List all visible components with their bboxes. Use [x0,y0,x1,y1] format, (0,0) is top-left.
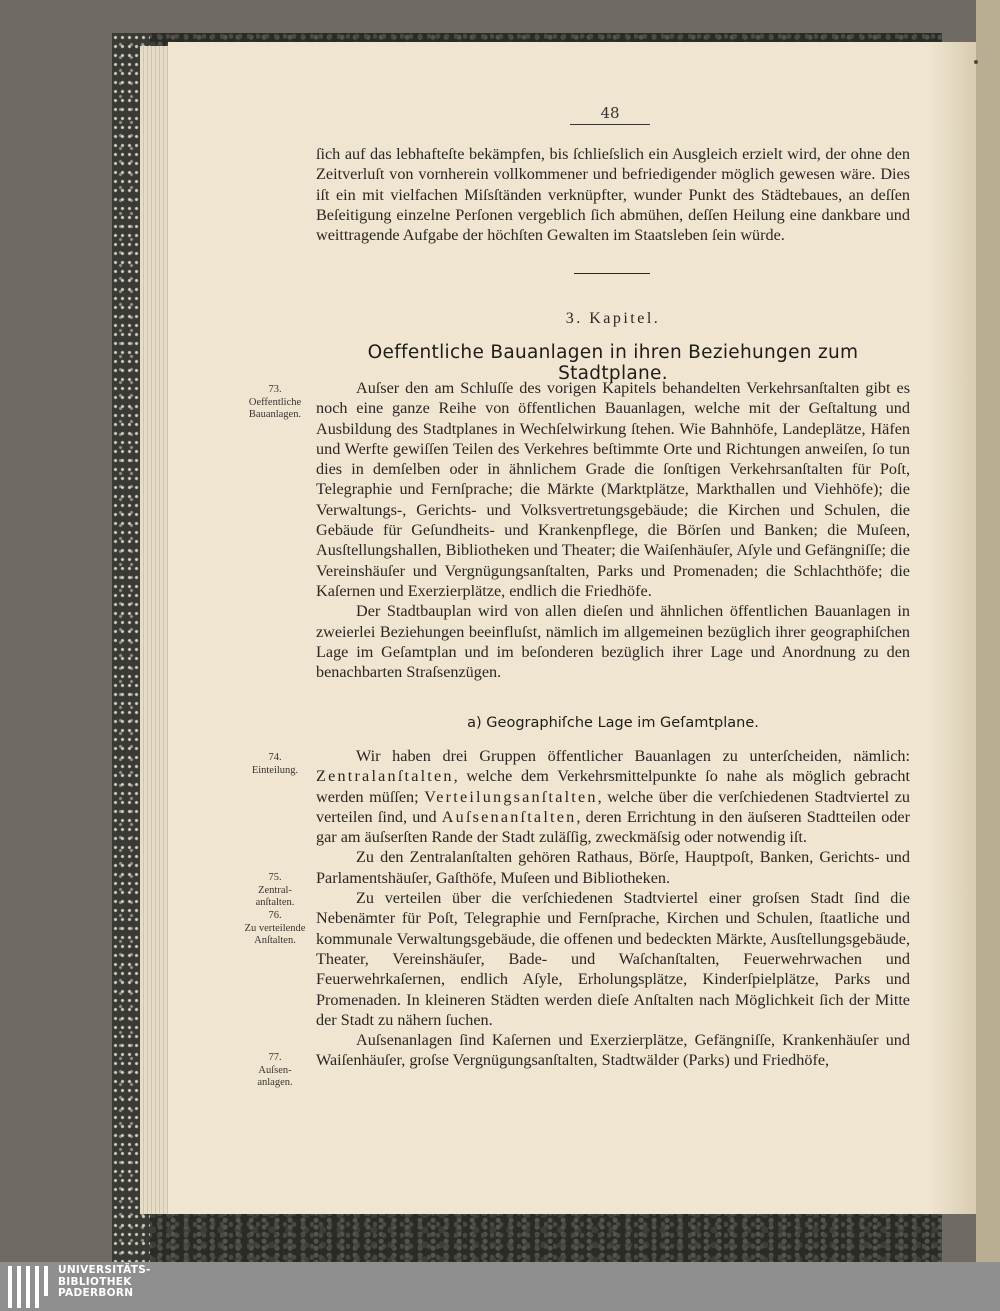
page-stack-edges [140,46,170,1214]
page-number: 48 [600,104,620,122]
library-logo-icon [8,1266,48,1308]
paragraph-74-text-1: Wir haben drei Gruppen öffentlicher Bauanlagen zu unterſcheiden, nämlich: [356,747,910,765]
library-name-line-1: UNIVERSITÄTS- [58,1264,151,1276]
margin-note-77 [236,1052,314,1090]
margin-note-74-text: Einteilung. [251,764,299,776]
margin-note-75-number: 75. [268,872,282,883]
term-aussenanstalten: Auſsenanſtalten [441,807,577,826]
next-page-mark [974,60,978,64]
margin-note-76 [236,910,314,948]
margin-note-74 [236,752,314,777]
margin-note-73-text: Oeffentliche Bauanlagen. [248,396,302,420]
section-73-block [316,378,910,682]
margin-note-75 [236,872,314,910]
paragraph-74 [316,746,910,847]
library-name-line-3: PADERBORN [58,1287,134,1299]
margin-note-75-text: Zentral-anſtalten. [255,884,295,908]
intro-paragraph: ſich auf das lebhafteſte bekämpfen, bis ſchlieſslich ein Ausgleich erzielt wird, der ohne den Zeitverluſt von vornherein vollkommener und befriedigender möglich gewesen wäre. Dies iſt ein mit vielfachen Miſsſtänden verknüpfter, wunder Punkt des Städtebaues, an deſſen Beſeitigung einzelne Perſonen vergeblich ſich abmühen, deſſen Heilung eine dankbare und weittragende Aufgabe der höchſten Gewalten im Staatsleben ſein würde. [316,145,910,245]
paragraph-73b: Der Stadtbauplan wird von allen dieſen und ähnlichen öffentlichen Bauanlagen in zweierlei Beziehungen beeinfluſst, nämlich im allgemeinen bezüglich ihrer geographiſchen Lage im Geſamtplan und im beſonderen bezüglich ihrer Lage und Anordnung zu den benachbarten Straſsenzügen. [316,602,910,682]
page-number-rule [570,124,650,125]
margin-note-73 [236,384,314,422]
chapter-title: Oeffentliche Bauanlagen in ihren Beziehungen zum Stadtplane. [367,342,859,384]
section-74-77-block [316,746,910,1071]
term-verteilungsanstalten: Verteilungsanſtalten [424,787,598,806]
section-separator [574,273,650,274]
intro-paragraph-block [316,144,910,245]
term-zentralanstalten: Zentralanſtalten [316,767,454,786]
margin-note-76-number: 76. [268,910,282,921]
margin-note-76-text: Zu verteilende Anſtalten. [244,922,306,946]
margin-note-73-number: 73. [268,384,282,395]
margin-note-77-text: Auſsen-anlagen. [257,1064,293,1088]
paragraph-74-text-3: , welche über die verſchiedenen Stadtviertel zu verteilen ſind, und [316,787,911,826]
paragraph-74-text-2: , welche dem Verkehrsmittelpunkte ſo nahe als möglich gebracht werden müſſen; [316,767,910,806]
paragraph-75: Zu den Zentralanſtalten gehören Rathaus, Börſe, Hauptpoſt, Banken, Gerichts- und Parlamentshäuſer, Gaſthöfe, Muſeen und Bibliotheken. [316,848,910,887]
page-gutter [930,42,976,1214]
margin-note-77-number: 77. [268,1052,282,1063]
paragraph-76: Zu verteilen über die verſchiedenen Stadtviertel einer groſsen Stadt ſind die Nebenämter für Poſt, Telegraphie und Fernſprache, Kirchen und Schulen, ſtaatliche und kommunale Verwaltungsgebäude, die offenen und bedeckten Märkte, Ausſtellungsgebäude, Theater, Vereinshäuſer, Bade- und Waſchanſtalten, Feuerwehrwachen und Feuerwehrkaſernen, endlich Aſyle, Erholungsplätze, Kinderſpielplätze, Parks und Promenaden. In kleineren Städten werden dieſe Anſtalten nach Möglichkeit ſich der Mitte der Stadt zu nähern ſuchen. [316,889,910,1029]
paragraph-73: Auſser den am Schluſſe des vorigen Kapitels behandelten Verkehrsanſtalten gibt es noch eine ganze Reihe von öffentlichen Bauanlagen, welche mit der Geſtaltung und Ausbildung des Stadtplanes in Wechſelwirkung ſtehen. Wie Bahnhöfe, Landeplätze, Häfen und Werfte gewiſſen Teilen des Verkehres beſtimmte Orte und Richtungen anweiſen, ſo tun dies in demſelben oder in ähnlichem Grade die ſonſtigen Verkehrsanſtalten für Poſt, Telegraphie und Fernſprache; die Märkte (Marktplätze, Markthallen und Viehhöfe); die Verwaltungs-, Gerichts- und Volksvertretungsgebäude; die Kirchen und Schulen, die Gebäude für Geſundheits- und Krankenpflege, die Börſen und Banken; die Muſeen, Ausſtellungshallen, Bibliotheken und Theater; die Waiſenhäuſer, Aſyle und Gefängniſſe; die Vereinshäuſer und Vergnügungsanſtalten, Parks und Promenaden; die Schlachthöfe; die Kaſernen und Exerzierplätze, endlich die Friedhöfe. [316,379,910,600]
paragraph-77: Auſsenanlagen ſind Kaſernen und Exerzierplätze, Gefängniſſe, Krankenhäuſer und Waiſenhäuſer, groſse Vergnügungsanſtalten, Stadtwälder (Parks) und Friedhöfe, [316,1031,910,1070]
margin-note-74-number: 74. [268,752,282,763]
background-right [976,0,1000,1262]
library-logo-text [58,1265,151,1300]
chapter-number: 3. Kapitel. [565,310,661,327]
paragraph-74-text-4: , deren Errichtung in den äuſseren Stadtteilen oder gar am äuſserſten Rande der Stadt zuläſſig, zweckmäſsig oder notwendig iſt. [316,807,911,847]
subsection-title: a) Geographiſche Lage im Geſamtplane. [467,715,759,731]
library-name-line-2: BIBLIOTHEK [58,1275,132,1288]
